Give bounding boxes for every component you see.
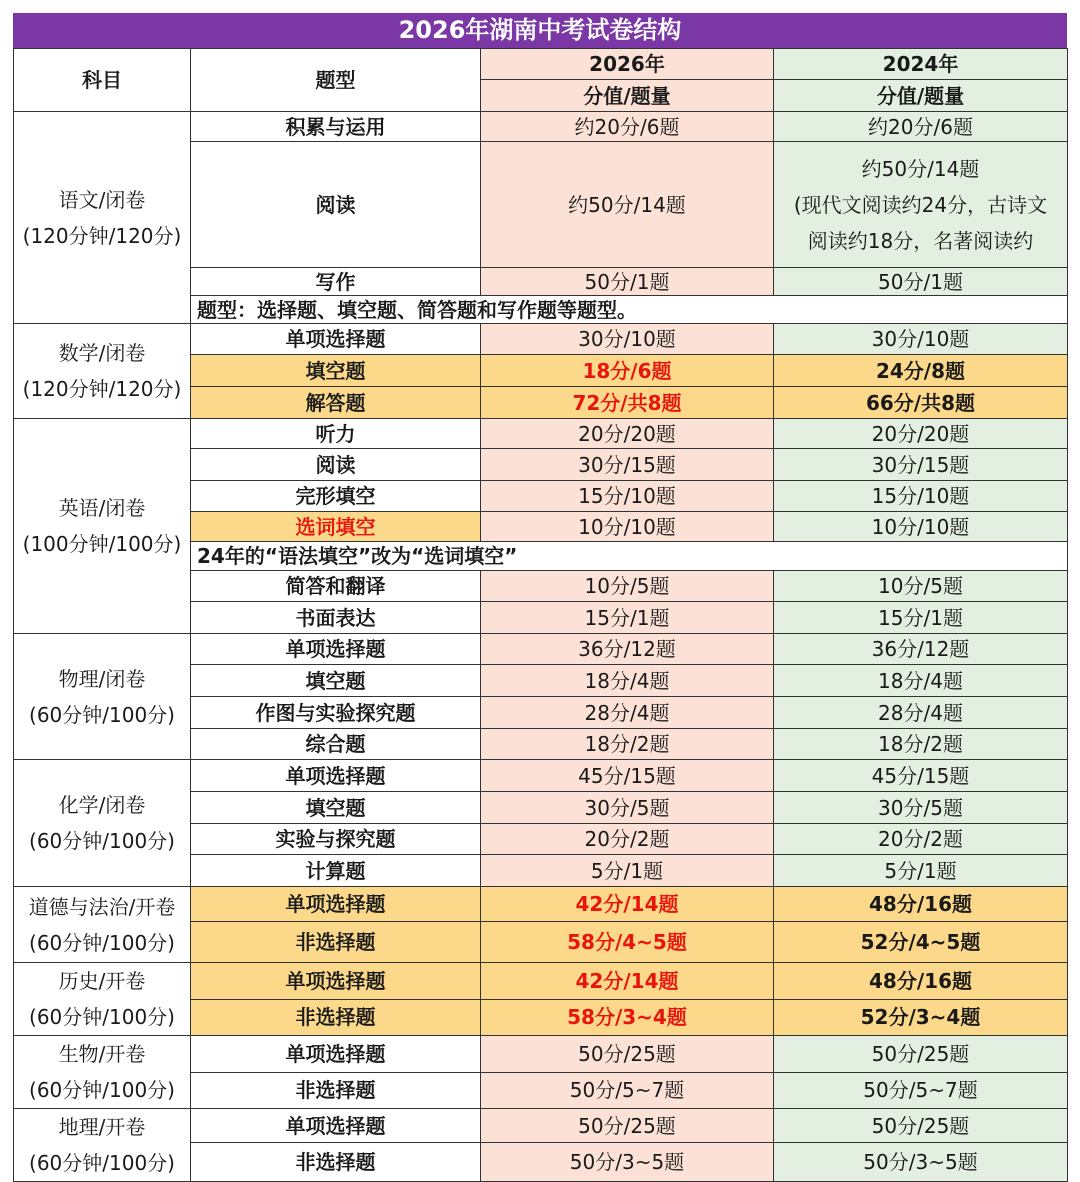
- value-2024: 66分/共8题: [774, 387, 1068, 419]
- value-2024: 15分/1题: [774, 602, 1068, 634]
- header-type: 题型: [191, 49, 481, 112]
- value-2024: 10分/10题: [774, 512, 1068, 542]
- table-row: [14, 634, 1068, 665]
- value-2026: 约50分/14题: [481, 142, 774, 268]
- subject-time: (120分钟/120分): [22, 223, 182, 248]
- question-type: 单项选择题: [191, 1036, 481, 1073]
- table-row: [14, 887, 1068, 922]
- value-2024-line: (现代文阅读约24分，古诗文: [793, 192, 1048, 217]
- value-2026: 72分/共8题: [481, 387, 774, 419]
- question-type: 写作: [191, 268, 481, 296]
- subject-name: 英语/闭卷: [58, 496, 146, 520]
- value-2024: 48分/16题: [774, 887, 1068, 922]
- value-2024: 28分/4题: [774, 697, 1068, 729]
- question-type: 单项选择题: [191, 1109, 481, 1143]
- value-2026: 5分/1题: [481, 855, 774, 887]
- question-type: 非选择题: [191, 922, 481, 963]
- subject-biology: [14, 1036, 191, 1109]
- subject-chinese: [14, 112, 191, 324]
- value-2026: 50分/5~7题: [481, 1072, 774, 1109]
- question-type: 选词填空: [191, 512, 481, 542]
- question-type: 非选择题: [191, 1072, 481, 1109]
- value-2024: [774, 142, 1068, 268]
- value-2026: 30分/15题: [481, 449, 774, 481]
- subject-geography: [14, 1109, 191, 1182]
- value-2024: 15分/10题: [774, 481, 1068, 512]
- question-type: 填空题: [191, 355, 481, 387]
- question-type: 完形填空: [191, 481, 481, 512]
- value-2026: 50分/25题: [481, 1036, 774, 1073]
- table-row: [14, 963, 1068, 1000]
- english-note: 24年的“语法填空”改为“选词填空”: [191, 542, 1068, 571]
- value-2026: 50分/1题: [481, 268, 774, 296]
- value-2026: 58分/4~5题: [481, 922, 774, 963]
- question-type: 综合题: [191, 729, 481, 760]
- table-row: [14, 112, 1068, 142]
- question-type: 书面表达: [191, 602, 481, 634]
- subject-name: 道德与法治/开卷: [28, 894, 176, 919]
- header-score-count-2026: 分值/题量: [481, 80, 774, 112]
- value-2024: 30分/10题: [774, 324, 1068, 355]
- value-2026: 15分/1题: [481, 602, 774, 634]
- subject-time: (60分钟/100分): [29, 1078, 175, 1102]
- subject-chemistry: [14, 760, 191, 887]
- subject-time: (120分钟/120分): [22, 377, 182, 401]
- question-type: 简答和翻译: [191, 571, 481, 602]
- value-2024: 50分/3~5题: [774, 1143, 1068, 1182]
- value-2024: 20分/20题: [774, 419, 1068, 449]
- question-type: 单项选择题: [191, 963, 481, 1000]
- header-year-2026: 2026年: [481, 49, 774, 80]
- header-subject: 科目: [14, 49, 191, 112]
- value-2024: 50分/25题: [774, 1036, 1068, 1073]
- table-row: [14, 760, 1068, 792]
- question-type: 非选择题: [191, 999, 481, 1036]
- subject-time: (60分钟/100分): [29, 930, 175, 955]
- question-type: 单项选择题: [191, 760, 481, 792]
- value-2024: 48分/16题: [774, 963, 1068, 1000]
- value-2026: 18分/2题: [481, 729, 774, 760]
- subject-name: 化学/闭卷: [58, 793, 146, 817]
- value-2024: 52分/4~5题: [774, 922, 1068, 963]
- question-type: 阅读: [191, 449, 481, 481]
- value-2026: 18分/6题: [481, 355, 774, 387]
- question-type: 听力: [191, 419, 481, 449]
- subject-math: [14, 324, 191, 419]
- value-2024: 约20分/6题: [774, 112, 1068, 142]
- value-2026: 42分/14题: [481, 963, 774, 1000]
- value-2026: 18分/4题: [481, 665, 774, 697]
- question-type: 阅读: [191, 142, 481, 268]
- exam-table: [13, 48, 1068, 1182]
- value-2024: 50分/25题: [774, 1109, 1068, 1143]
- subject-english: [14, 419, 191, 634]
- subject-time: (60分钟/100分): [29, 1005, 175, 1029]
- question-type: 非选择题: [191, 1143, 481, 1182]
- question-type: 填空题: [191, 665, 481, 697]
- value-2026: 15分/10题: [481, 481, 774, 512]
- value-2024: 18分/4题: [774, 665, 1068, 697]
- subject-morality-law: [14, 887, 191, 963]
- subject-time: (60分钟/100分): [29, 702, 175, 727]
- subject-name: 生物/开卷: [58, 1042, 146, 1066]
- value-2024: 50分/5~7题: [774, 1072, 1068, 1109]
- subject-name: 历史/开卷: [58, 969, 146, 993]
- question-type: 填空题: [191, 792, 481, 824]
- value-2026: 58分/3~4题: [481, 999, 774, 1036]
- question-type: 单项选择题: [191, 324, 481, 355]
- value-2024: 20分/2题: [774, 824, 1068, 855]
- question-type: 解答题: [191, 387, 481, 419]
- value-2026: 约20分/6题: [481, 112, 774, 142]
- value-2024: 30分/15题: [774, 449, 1068, 481]
- header-year-2024: 2024年: [774, 49, 1068, 80]
- question-type: 积累与运用: [191, 112, 481, 142]
- question-type: 计算题: [191, 855, 481, 887]
- value-2024: 10分/5题: [774, 571, 1068, 602]
- value-2024: 24分/8题: [774, 355, 1068, 387]
- subject-name: 数学/闭卷: [58, 341, 146, 365]
- value-2026: 20分/2题: [481, 824, 774, 855]
- header-score-count-2024: 分值/题量: [774, 80, 1068, 112]
- value-2024: 36分/12题: [774, 634, 1068, 665]
- question-type: 单项选择题: [191, 634, 481, 665]
- subject-time: (100分钟/100分): [22, 532, 182, 556]
- table-row: [14, 419, 1068, 449]
- value-2026: 36分/12题: [481, 634, 774, 665]
- value-2026: 20分/20题: [481, 419, 774, 449]
- value-2026: 28分/4题: [481, 697, 774, 729]
- question-type: 作图与实验探究题: [191, 697, 481, 729]
- table-row: [14, 1036, 1068, 1073]
- value-2024: 18分/2题: [774, 729, 1068, 760]
- subject-history: [14, 963, 191, 1036]
- value-2024-line: 约50分/14题: [861, 156, 980, 181]
- table-row: [14, 1109, 1068, 1143]
- value-2024-line: 阅读约18分，名著阅读约: [807, 228, 1034, 253]
- subject-name: 语文/闭卷: [58, 187, 146, 212]
- table-row: [14, 324, 1068, 355]
- value-2024: 50分/1题: [774, 268, 1068, 296]
- value-2024: 52分/3~4题: [774, 999, 1068, 1036]
- value-2026: 30分/10题: [481, 324, 774, 355]
- subject-name: 物理/闭卷: [58, 666, 146, 691]
- subject-physics: [14, 634, 191, 760]
- value-2026: 45分/15题: [481, 760, 774, 792]
- value-2026: 50分/3~5题: [481, 1143, 774, 1182]
- question-type: 实验与探究题: [191, 824, 481, 855]
- question-type: 单项选择题: [191, 887, 481, 922]
- exam-structure-sheet: [13, 13, 1067, 1182]
- subject-time: (60分钟/100分): [29, 829, 175, 853]
- value-2026: 10分/10题: [481, 512, 774, 542]
- value-2026: 50分/25题: [481, 1109, 774, 1143]
- value-2024: 30分/5题: [774, 792, 1068, 824]
- page-title: 2026年湖南中考试卷结构: [13, 13, 1067, 48]
- value-2026: 30分/5题: [481, 792, 774, 824]
- subject-name: 地理/开卷: [58, 1115, 146, 1139]
- value-2024: 45分/15题: [774, 760, 1068, 792]
- value-2026: 42分/14题: [481, 887, 774, 922]
- value-2024: 5分/1题: [774, 855, 1068, 887]
- table-header-row: [14, 49, 1068, 80]
- chinese-note: 题型：选择题、填空题、简答题和写作题等题型。: [191, 296, 1068, 324]
- value-2026: 10分/5题: [481, 571, 774, 602]
- subject-time: (60分钟/100分): [29, 1151, 175, 1175]
